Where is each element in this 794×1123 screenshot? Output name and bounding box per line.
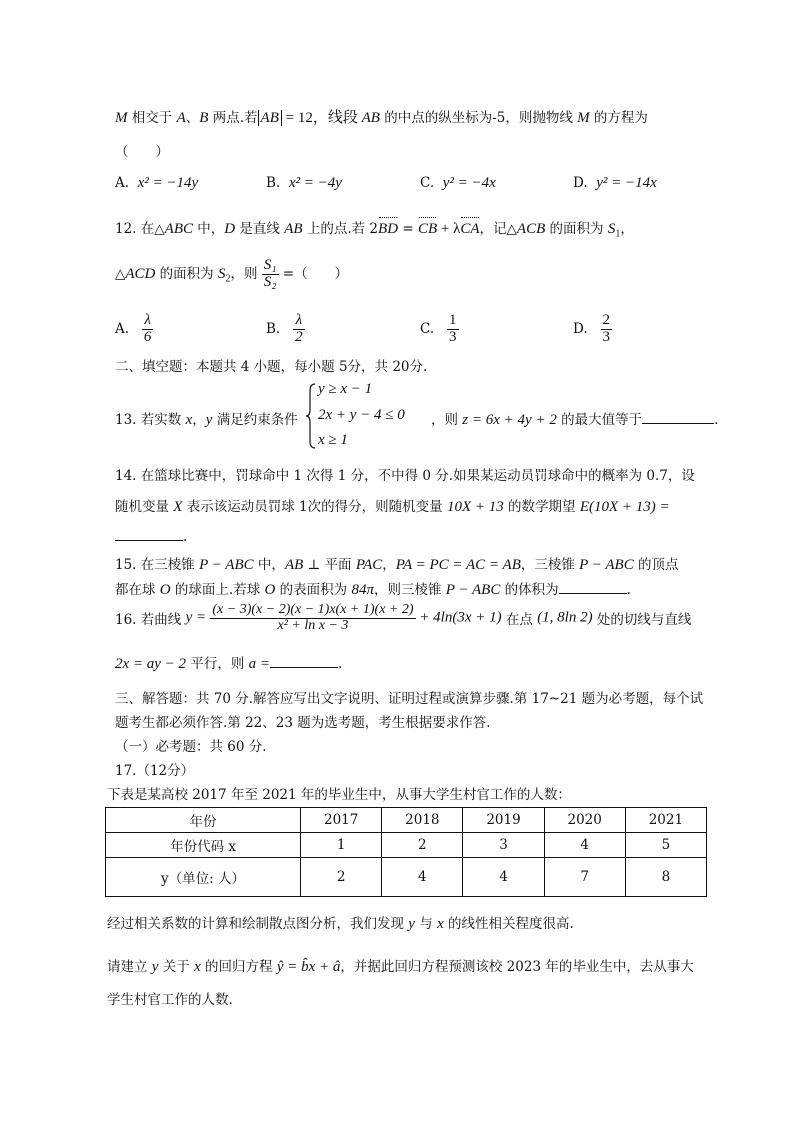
q16-line1 <box>115 603 691 633</box>
q12-text: ACB <box>516 221 546 237</box>
option-label: A. <box>115 320 130 337</box>
q13-text: ，则 <box>431 412 463 428</box>
table-row-year <box>106 808 707 833</box>
option-expr: x² = −14y <box>137 175 199 191</box>
table-cell: 2 <box>301 858 382 897</box>
q17-text: 经过相关系数的计算和绘制散点图分析，我们发现 <box>107 916 409 932</box>
q11-text: = 12，线段 <box>281 110 362 126</box>
q15-text: ， <box>382 557 396 573</box>
q15-text: ，则三棱锥 <box>373 582 446 598</box>
q15-text: 的球面上.若球 <box>170 582 265 598</box>
q11-text: M <box>115 110 128 126</box>
q17-ask <box>107 955 694 976</box>
fraction-numerator: λ <box>142 313 154 330</box>
table-cell: 4 <box>382 858 463 897</box>
q16-text: 在点 <box>501 612 538 629</box>
section-3-line3: （一）必考题：共 60 分. <box>115 739 267 755</box>
section-3-line2: 题考生都必须作答.第 22、23 题为选考题，考生根据要求作答. <box>115 715 491 731</box>
q11-option-c[interactable] <box>420 175 496 192</box>
q15-text: 都在球 <box>115 582 160 598</box>
q14-line1: 14. 在篮球比赛中，罚球命中 1 次得 1 分，不中得 0 分.如果某运动员罚球命中的概率为 0.7，设 <box>115 468 695 484</box>
q12-subscript: 2 <box>225 273 231 285</box>
q12-text: 12. 在△ <box>115 221 165 237</box>
table-cell: 4 <box>544 833 625 858</box>
q12-ratio-fraction <box>262 258 279 291</box>
q14-text: 10X + 13 <box>446 499 504 515</box>
q15-text: . <box>626 582 631 598</box>
vector-cb: CB <box>417 221 438 237</box>
q16-answer-blank[interactable] <box>270 655 338 668</box>
q12-text: =（ ） <box>278 265 349 282</box>
q14-text: . <box>183 529 188 545</box>
table-header-cell: 年份 <box>106 808 301 833</box>
q13-text: 的最大值等于 <box>556 412 643 428</box>
option-fraction <box>447 313 459 346</box>
fraction-denominator: S₂ <box>263 273 277 290</box>
q14-line3 <box>115 528 187 545</box>
fraction-numerator: λ <box>293 313 305 330</box>
q15-text: 的体积为 <box>500 582 559 598</box>
q16-text: 2x = ay − 2 <box>115 656 187 672</box>
q12-text: 上的点.若 2 <box>302 221 379 237</box>
q11-text: 的方程为 <box>589 110 648 126</box>
q12-text: 的面积为 <box>545 221 608 237</box>
q12-option-a[interactable] <box>115 313 153 346</box>
q12-text: ， <box>620 221 634 237</box>
table-cell: 3 <box>463 833 544 858</box>
graduate-table <box>105 807 707 897</box>
q13-answer-blank[interactable] <box>642 411 714 424</box>
q12-text: 是直线 <box>235 221 285 237</box>
q15-text: P − ABC <box>579 557 634 573</box>
q15-text: P − ABC <box>199 557 254 573</box>
q17-text: y <box>408 916 415 932</box>
fraction-numerator: 2 <box>602 312 611 328</box>
q17-text: x <box>437 916 444 932</box>
q13-stem <box>115 408 298 429</box>
table-cell: 2019 <box>463 808 544 833</box>
q16-text: 处的切线与直线 <box>592 612 692 629</box>
table-header-cell: y（单位: 人） <box>106 858 301 897</box>
option-fraction <box>142 313 154 346</box>
fraction-denominator: 3 <box>602 328 611 345</box>
table-cell: 8 <box>625 858 706 897</box>
table-cell: 2021 <box>625 808 706 833</box>
q11-option-a[interactable] <box>115 175 198 192</box>
q15-line1 <box>115 553 679 574</box>
q17-text: 请建立 <box>107 959 152 975</box>
q16-text: a = <box>248 656 271 672</box>
q12-text: 的面积为 <box>155 265 218 282</box>
q13-text: x <box>185 412 193 428</box>
q14-text: X <box>173 499 183 515</box>
q14-text: 表示该运动员罚球 1次的得分，则随机变量 <box>182 499 447 515</box>
table-cell: 7 <box>544 858 625 897</box>
option-expr: y² = −14x <box>596 175 657 191</box>
q12-text: 中， <box>193 221 225 237</box>
regression-equation: ŷ = b̂x + â <box>276 959 341 975</box>
q13-text: 满足约束条件 <box>212 412 298 428</box>
q12-option-c[interactable] <box>420 313 459 346</box>
q13-text: ， <box>192 412 206 428</box>
table-cell: 1 <box>301 833 382 858</box>
q15-text: AB <box>284 557 304 573</box>
q12-text: AB <box>284 221 303 237</box>
q16-point: (1, 8ln 2) <box>537 609 593 626</box>
q16-curve-fraction <box>210 603 415 633</box>
fraction-numerator: (x − 3)(x − 2)(x − 1)x(x + 1)(x + 2) <box>212 602 414 617</box>
q13-text: y <box>205 412 213 428</box>
table-cell: 5 <box>625 833 706 858</box>
q13-objective: z = 6x + 4y + 2 <box>462 412 557 428</box>
q17-text: x <box>194 959 201 975</box>
q15-text: ⊥ 平面 <box>303 557 356 573</box>
q12-text: D <box>224 221 236 237</box>
q14-answer-blank[interactable] <box>115 528 183 541</box>
q15-text: 中， <box>253 557 285 573</box>
q16-line2 <box>115 652 342 673</box>
q15-answer-blank[interactable] <box>559 581 627 594</box>
option-label: D. <box>573 320 588 337</box>
constraint-2: 2x + y − 4 ≤ 0 <box>318 407 405 423</box>
q12-text: S <box>607 221 616 237</box>
q17-text: 的回归方程 <box>200 959 277 975</box>
q11-text: M <box>577 110 590 126</box>
q14-text: 的数学期望 <box>503 499 580 515</box>
constraint-brace <box>306 383 316 449</box>
q11-abs-ab: AB <box>258 110 282 126</box>
q12-text: ，记△ <box>479 221 517 237</box>
table-row-code <box>106 833 707 858</box>
q16-text: . <box>338 656 343 672</box>
q14-text: E(10X + 13) = <box>579 499 670 515</box>
q17-intro: 下表是某高校 2017 年至 2021 年的毕业生中，从事大学生村官工作的人数： <box>107 787 571 803</box>
option-label: C. <box>420 320 435 337</box>
q16-text: y = <box>185 609 207 626</box>
q12-option-b[interactable] <box>266 313 305 346</box>
q15-text: PAC <box>355 557 383 573</box>
fraction-denominator: 3 <box>449 328 457 345</box>
option-fraction <box>293 313 305 346</box>
fraction-numerator: S₁ <box>263 257 277 273</box>
table-header-cell: 年份代码 x <box>106 833 301 858</box>
vector-ca: CA <box>460 221 480 237</box>
q12-text: = <box>398 221 418 237</box>
option-expr: x² = −4y <box>288 175 342 191</box>
q16-text: 平行，则 <box>186 656 249 672</box>
q16-text: 16. 若曲线 <box>115 612 186 629</box>
option-label: D. <box>573 175 588 191</box>
table-cell: 2018 <box>382 808 463 833</box>
q17-text: ，并据此回归方程预测该校 2023 年的毕业生中，去从事大 <box>340 959 694 975</box>
q17-analysis <box>107 912 574 933</box>
fraction-denominator: x² + ln x − 3 <box>277 617 349 633</box>
q17-text: y <box>151 959 159 975</box>
q15-text: 的顶点 <box>633 557 679 573</box>
option-label: B. <box>266 175 281 191</box>
q11-text: 、 <box>185 110 200 126</box>
q14-text: 随机变量 <box>115 499 174 515</box>
q17-text: 关于 <box>158 959 195 975</box>
q14-line2 <box>115 495 670 516</box>
q15-text: 15. 在三棱锥 <box>115 557 200 573</box>
q15-line2 <box>115 578 631 599</box>
option-expr: y² = −4x <box>442 175 496 191</box>
constraint-3: x ≥ 1 <box>318 432 348 448</box>
section-2-heading: 二、填空题：本题共 4 小题，每小题 5分，共 20分. <box>115 359 428 375</box>
q12-text: ACD <box>125 265 156 282</box>
q11-text: A <box>176 110 186 126</box>
q15-text: PA = PC = AC = AB <box>395 557 521 573</box>
q12-text: ，则 <box>230 265 258 282</box>
q12-stem-line1 <box>115 217 634 240</box>
q17-ask-line2: 学生村官工作的人数. <box>107 992 233 1008</box>
table-cell: 4 <box>463 858 544 897</box>
q11-text: AB <box>361 110 380 126</box>
q13-tail <box>431 408 718 429</box>
q11-option-d[interactable] <box>573 175 657 192</box>
q12-text: △ <box>115 265 126 282</box>
option-label: B. <box>266 320 281 337</box>
q11-option-b[interactable] <box>266 175 342 192</box>
q15-text: 的表面积为 <box>275 582 352 598</box>
fraction-denominator: 6 <box>143 328 152 345</box>
q17-header: 17.（12分） <box>115 763 195 779</box>
q12-stem-line2 <box>115 258 348 291</box>
q15-text: P − ABC <box>445 582 501 598</box>
q11-paren: （ ） <box>115 144 169 160</box>
fraction-denominator: 2 <box>295 328 303 345</box>
vector-bd: BD <box>378 221 399 237</box>
q13-text: 13. 若实数 <box>115 412 186 428</box>
section-3-line1: 三、解答题：共 70 分.解答应写出文字说明、证明过程或演算步骤.第 17~21 题为必考题，每个试 <box>115 691 704 707</box>
q11-text: 的中点的纵坐标为-5，则抛物线 <box>379 110 578 126</box>
q12-text: S <box>217 265 226 282</box>
q15-text: O <box>159 582 171 598</box>
table-row-count <box>106 858 707 897</box>
q15-text: O <box>264 582 276 598</box>
q15-text: 84π <box>351 582 374 598</box>
q12-text: ABC <box>164 221 193 237</box>
q16-text: + 4ln(3x + 1) <box>415 609 502 626</box>
option-fraction <box>601 313 613 346</box>
table-cell: 2017 <box>301 808 382 833</box>
q11-text: 两点.若 <box>208 110 258 126</box>
q17-text: 与 <box>414 916 438 932</box>
q11-text: 相交于 <box>127 110 177 126</box>
table-cell: 2 <box>382 833 463 858</box>
q12-subscript: 1 <box>615 228 621 240</box>
q11-stem-line <box>115 106 648 127</box>
constraint-1: y ≥ x − 1 <box>318 381 373 397</box>
q15-text: ，三棱锥 <box>520 557 580 573</box>
q12-option-d[interactable] <box>573 313 612 346</box>
q17-text: 的线性相关程度很高. <box>443 916 574 932</box>
q13-text: . <box>714 412 719 428</box>
q12-text: + λ <box>437 221 461 237</box>
fraction-numerator: 1 <box>449 312 457 328</box>
option-label: A. <box>115 175 130 191</box>
q11-text: B <box>199 110 209 126</box>
option-label: C. <box>420 175 435 191</box>
table-cell: 2020 <box>544 808 625 833</box>
